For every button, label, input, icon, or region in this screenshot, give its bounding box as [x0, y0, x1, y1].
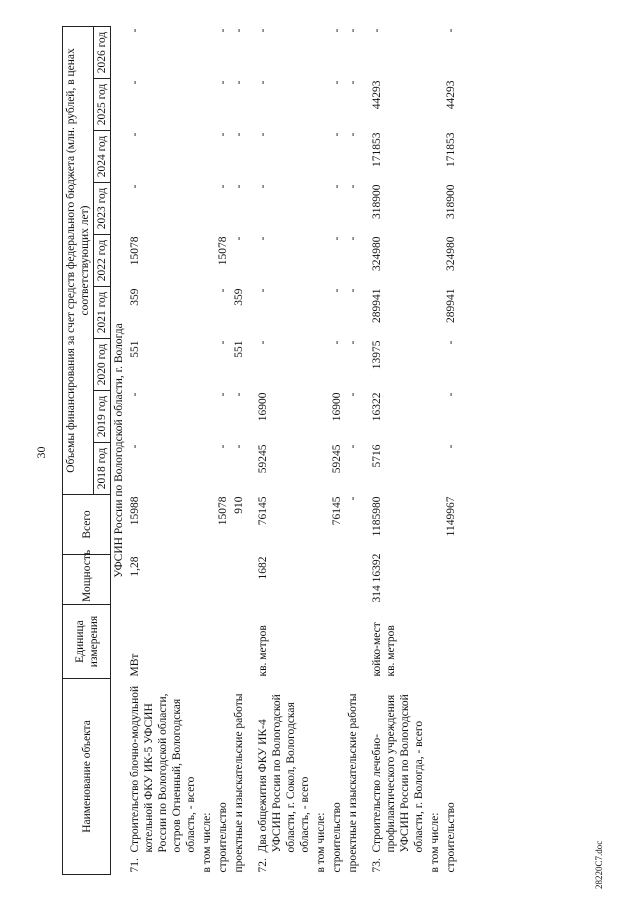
sub-year-value-cell: -: [331, 28, 344, 33]
year-value-cell: 324980: [371, 236, 384, 271]
object-name: [369, 679, 427, 875]
sub-year-value-cell: -: [217, 184, 230, 189]
table-row: [127, 27, 199, 875]
sub-row: [215, 27, 231, 875]
sub-year-value-cell: -: [347, 392, 360, 397]
header-total: Всего: [63, 495, 111, 555]
sub-year-value-cell: -: [347, 28, 360, 33]
table-row: [255, 27, 313, 875]
row-spacer: [459, 27, 467, 875]
header-year: 2019 год: [94, 391, 111, 443]
year-value-cell: 44293: [371, 80, 384, 110]
year-value-cell: 5716: [371, 444, 384, 468]
year-value-cell: 289941: [371, 288, 384, 323]
sub-unit-empty: [215, 605, 231, 679]
sub-year-value-cell: -: [217, 288, 230, 293]
row-spacer: [361, 27, 369, 875]
sub-year-value-cell: 318900: [445, 184, 458, 219]
total-cell: 1185980: [371, 496, 384, 537]
sub-year-value-cell: -: [445, 28, 458, 33]
sub-unit-empty: [231, 605, 247, 679]
sub-total-cell: 910: [233, 496, 246, 514]
sub-year-value-cell: -: [347, 340, 360, 345]
object-number: 73.: [371, 858, 384, 873]
row-spacer: [247, 27, 255, 875]
object-title: Строительство лечебно-профилактического учреждения УФСИН России по Вологодской области, г. Вологда, - всего: [371, 694, 426, 853]
sub-year-value-cell: -: [233, 236, 246, 241]
year-value-cell: 318900: [371, 184, 384, 219]
page-number: 30: [34, 446, 48, 459]
sub-unit-empty: [345, 605, 361, 679]
year-value-cell: -: [257, 132, 270, 137]
sub-year-value-cell: -: [331, 80, 344, 85]
header-year: 2026 год: [94, 27, 111, 79]
sub-year-value-cell: 324980: [445, 236, 458, 271]
object-title: Два общежития ФКУ ИК-4 УФСИН России по Вологодской области, г. Сокол, Вологодская область, - всего: [257, 694, 312, 853]
sub-year-value-cell: -: [347, 184, 360, 189]
sub-year-value-cell: -: [233, 132, 246, 137]
subheader-row: [199, 27, 215, 875]
year-value-cell: -: [129, 444, 142, 449]
sub-year-value-cell: -: [445, 392, 458, 397]
year-value-cell: -: [257, 80, 270, 85]
table-row: [369, 27, 427, 875]
total-cell: 76145: [257, 496, 270, 526]
sub-capacity-empty: [215, 555, 231, 605]
sub-year-value-cell: 171853: [445, 132, 458, 167]
header-year: 2024 год: [94, 131, 111, 183]
sub-year-value-cell: -: [217, 340, 230, 345]
year-value-cell: -: [257, 236, 270, 241]
year-value-cell: -: [129, 28, 142, 33]
header-year: 2022 год: [94, 235, 111, 287]
year-value-cell: 59245: [257, 444, 270, 474]
sub-year-value-cell: -: [217, 444, 230, 449]
capacity-cell: 314 16392: [371, 553, 384, 603]
subheader-label: в том числе:: [429, 812, 442, 873]
sub-unit-empty: [443, 605, 459, 679]
total-cell: 15988: [129, 496, 142, 526]
sub-year-value-cell: -: [347, 288, 360, 293]
sub-total-cell: 15078: [217, 496, 230, 526]
unit-cell: койко-мест кв. метров: [371, 622, 398, 677]
sub-label: строительство: [217, 802, 230, 873]
subheader-row: [313, 27, 329, 875]
spacer-cell: [459, 27, 467, 875]
year-value-cell: 171853: [371, 132, 384, 167]
sub-year-value-cell: -: [233, 392, 246, 397]
sub-capacity-empty: [443, 555, 459, 605]
region-heading: УФСИН России по Вологодской области, г. Вологда: [113, 323, 126, 578]
sub-label: проектные и изыскательские работы: [347, 693, 360, 873]
sub-total-cell: -: [347, 496, 360, 501]
sub-label: проектные и изыскательские работы: [233, 693, 246, 873]
funding-table: [62, 26, 467, 875]
sub-row: [231, 27, 247, 875]
sub-year-value-cell: -: [233, 28, 246, 33]
sub-year-value-cell: -: [347, 236, 360, 241]
sub-year-value-cell: 359: [233, 288, 246, 306]
year-value-cell: -: [257, 28, 270, 33]
sub-year-value-cell: -: [217, 132, 230, 137]
header-year: 2023 год: [94, 183, 111, 235]
header-funding: Объемы финансирования за счет средств федерального бюджета (млн. рублей, в ценах соответствующих лет): [63, 27, 94, 495]
year-value-cell: -: [257, 340, 270, 345]
sub-year-value-cell: -: [331, 184, 344, 189]
header-year: 2018 год: [94, 443, 111, 495]
sub-year-value-cell: -: [233, 444, 246, 449]
year-value-cell: -: [129, 132, 142, 137]
sub-year-value-cell: 16900: [331, 392, 344, 422]
object-number: 72.: [257, 858, 270, 873]
sub-year-value-cell: -: [331, 132, 344, 137]
year-value-cell: -: [129, 80, 142, 85]
sub-year-value-cell: -: [217, 80, 230, 85]
sub-row: [443, 27, 459, 875]
sub-row: [329, 27, 345, 875]
subheader-row: [427, 27, 443, 875]
table-body: [111, 27, 468, 875]
header-unit: Единица измерения: [63, 605, 111, 679]
sub-row: [345, 27, 361, 875]
sub-year-value-cell: -: [445, 444, 458, 449]
year-value-cell: -: [257, 288, 270, 293]
sub-year-value-cell: -: [217, 392, 230, 397]
subheader-label: в том числе:: [315, 812, 328, 873]
year-value-cell: 551: [129, 340, 142, 358]
year-value-cell: 16322: [371, 392, 384, 422]
capacity-cell: 1,28: [129, 556, 142, 577]
sub-year-value-cell: -: [331, 288, 344, 293]
sub-year-value-cell: 15078: [217, 236, 230, 266]
unit-cell: кв. метров: [257, 625, 270, 677]
capacity-cell: 1682: [257, 556, 270, 580]
sub-year-value-cell: -: [347, 80, 360, 85]
year-value-cell: -: [371, 28, 384, 33]
sub-year-value-cell: 551: [233, 340, 246, 358]
year-value-cell: -: [129, 184, 142, 189]
year-value-cell: 359: [129, 288, 142, 306]
object-name: [255, 679, 313, 875]
footer-filename: 28220C7.doc: [594, 840, 604, 889]
sub-year-value-cell: -: [331, 340, 344, 345]
sub-year-value-cell: -: [331, 236, 344, 241]
year-value-cell: -: [129, 392, 142, 397]
sub-label: строительство: [445, 802, 458, 873]
sub-year-value-cell: -: [445, 340, 458, 345]
sub-year-value-cell: -: [217, 28, 230, 33]
unit-cell: МВт: [129, 653, 142, 677]
sub-year-value-cell: -: [347, 444, 360, 449]
sub-total-cell: 1149967: [445, 496, 458, 537]
sub-total-cell: 76145: [331, 496, 344, 526]
sub-year-value-cell: -: [233, 184, 246, 189]
year-value-cell: 15078: [129, 236, 142, 266]
sub-year-value-cell: 44293: [445, 80, 458, 110]
year-value-cell: -: [257, 184, 270, 189]
year-value-cell: 13975: [371, 340, 384, 370]
sub-label: строительство: [331, 802, 344, 873]
object-name: [127, 679, 199, 875]
sub-capacity-empty: [231, 555, 247, 605]
header-year: 2020 год: [94, 339, 111, 391]
header-year: 2021 год: [94, 287, 111, 339]
sub-unit-empty: [329, 605, 345, 679]
header-name: Наименование объекта: [63, 679, 111, 875]
header-capacity: Мощность: [63, 555, 111, 605]
sub-capacity-empty: [329, 555, 345, 605]
sub-year-value-cell: -: [347, 132, 360, 137]
spacer-cell: [247, 27, 255, 875]
table-header: [63, 27, 111, 875]
object-number: 71.: [129, 858, 142, 873]
spacer-cell: [361, 27, 369, 875]
header-year: 2025 год: [94, 79, 111, 131]
year-value-cell: 16900: [257, 392, 270, 422]
sub-year-value-cell: 59245: [331, 444, 344, 474]
subheader-label: в том числе:: [201, 812, 214, 873]
object-title: Строительство блочно-модульной котельной ФКУ ИК-5 УФСИН России по Вологодской области, остров Огненный, Вологодская область, - всего: [129, 685, 198, 853]
sub-capacity-empty: [345, 555, 361, 605]
sub-year-value-cell: -: [233, 80, 246, 85]
sub-year-value-cell: 289941: [445, 288, 458, 323]
